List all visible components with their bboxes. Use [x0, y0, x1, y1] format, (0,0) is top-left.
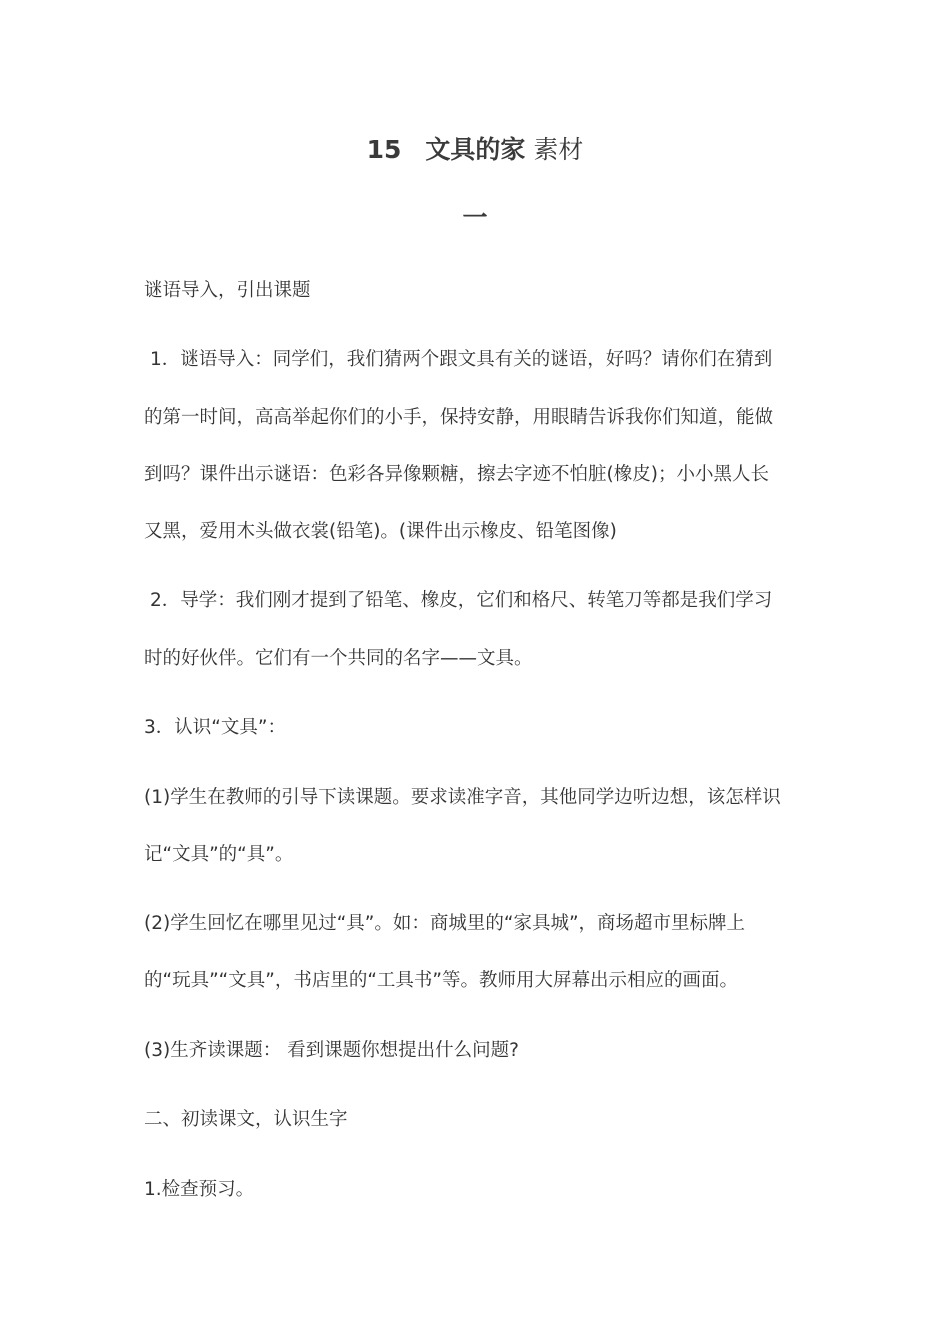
section-heading: 谜语导入，引出课题: [144, 280, 311, 301]
paragraph-line: 3．认识“文具”：: [144, 717, 286, 738]
section-mark: 一: [462, 203, 488, 232]
paragraph-line: 到吗？课件出示谜语：色彩各异像颗糖，擦去字迹不怕脏(橡皮)；小小黑人长: [144, 464, 769, 485]
title-number: 15: [366, 135, 402, 164]
paragraph-line: (3)生齐读课题： 看到课题你想提出什么问题?: [144, 1040, 519, 1061]
paragraph-line: 2．导学：我们刚才提到了铅笔、橡皮，它们和格尺、转笔刀等都是我们学习: [150, 590, 773, 611]
title-main: 文具的家: [425, 135, 526, 164]
title-suffix: 素材: [533, 135, 584, 164]
paragraph-line: 又黑，爱用木头做衣裳(铅笔)。(课件出示橡皮、铅笔图像): [144, 521, 617, 542]
document-title: [0, 132, 950, 168]
paragraph-line: 记“文具”的“具”。: [144, 844, 294, 865]
paragraph-line: 时的好伙伴。它们有一个共同的名字——文具。: [144, 648, 533, 669]
paragraph-line: 的第一时间，高高举起你们的小手，保持安静，用眼睛告诉我你们知道，能做: [144, 407, 774, 428]
paragraph-line: 的“玩具”“文具”，书店里的“工具书”等。教师用大屏幕出示相应的画面。: [144, 970, 739, 991]
paragraph-line: 1.检查预习。: [144, 1179, 255, 1200]
paragraph-line: (1)学生在教师的引导下读课题。要求读准字音，其他同学边听边想，该怎样识: [144, 787, 781, 808]
section-heading: 二、初读课文，认识生字: [144, 1109, 348, 1130]
paragraph-line: 1．谜语导入：同学们，我们猜两个跟文具有关的谜语，好吗？请你们在猜到: [150, 349, 773, 370]
paragraph-line: (2)学生回忆在哪里见过“具”。如：商城里的“家具城”，商场超市里标牌上: [144, 913, 746, 934]
